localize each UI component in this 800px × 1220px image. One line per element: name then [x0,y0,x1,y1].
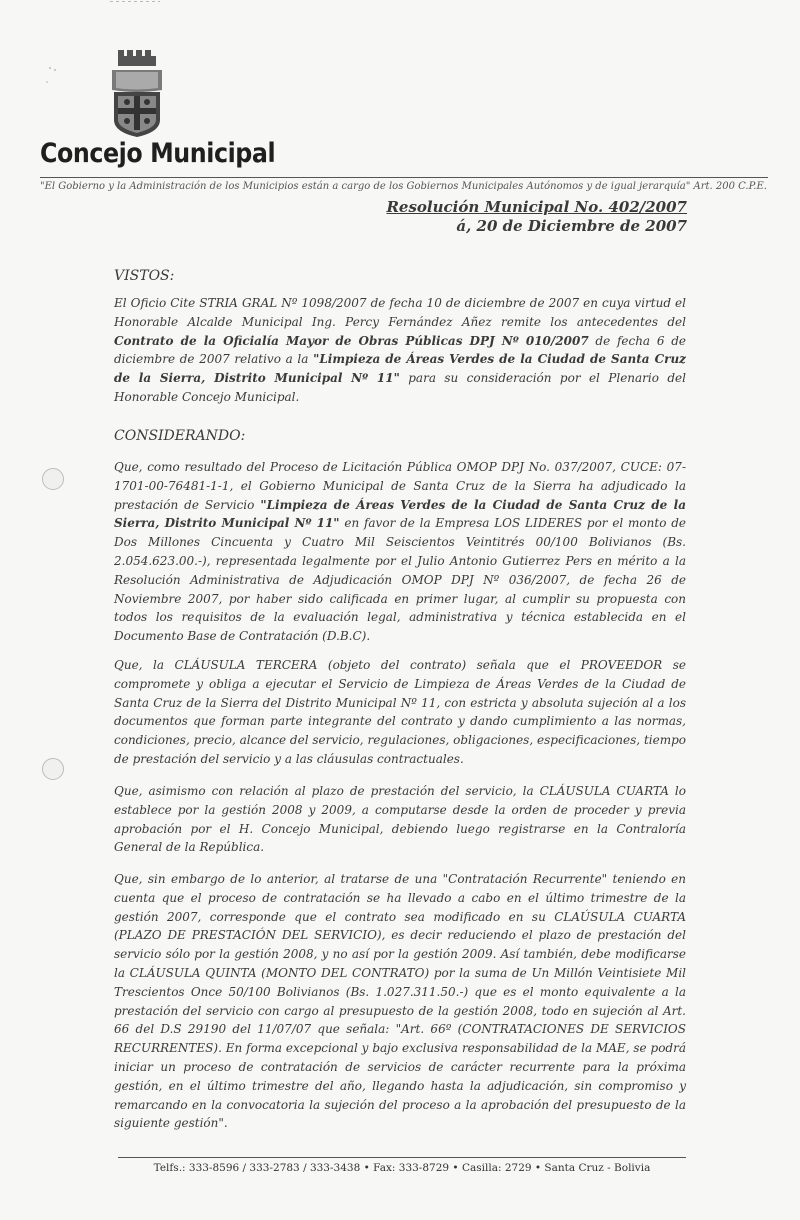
punch-hole [42,468,64,490]
resolution-number: Resolución Municipal No. 402/2007 [386,198,687,216]
considerando-paragraph-3: Que, asimismo con relación al plazo de prestación del servicio, la CLÁUSULA CUARTA lo establece por la gestión 2008 y 2009, a computarse desde la orden de proceder y previa aprobación por el H. Concejo Municipal, debiendo luego registrarse en la Contraloría General de la República. [114,784,686,855]
organization-name: Concejo Municipal [40,138,276,169]
footer-rule [118,1157,686,1158]
resolution-date: á, 20 de Diciembre de 2007 [456,217,687,235]
coat-of-arms-icon [108,50,166,138]
footer-contact: Telfs.: 333-8596 / 333-2783 / 333-3438 • Fax: 333-8729 • Casilla: 2729 • Santa Cruz - Bolivia [153,1162,651,1174]
scan-artifact [30,60,70,90]
considerando-paragraph-2: Que, la CLÁUSULA TERCERA (objeto del contrato) señala que el PROVEEDOR se compromete y obliga a ejecutar el Servicio de Limpieza de Áreas Verdes de la Ciudad de Santa Cruz de la Sierra del Distrito Municipal Nº 11, con estricta y absoluta sujeción al a los documentos que forman parte integrante del contrato y dando cumplimiento a las normas, condiciones, precio, alcance del servicio, regulaciones, obligaciones, especificaciones, tiempo de prestación del servicio y a las cláusulas contractuales. [114,658,686,766]
considerando-paragraph-1: Que, como resultado del Proceso de Licitación Pública OMOP DPJ No. 037/2007, CUCE: 07-1701-00-76481-1-1, el Gobierno Municipal de Santa Cruz de la Sierra ha adjudicado la prestación de Servicio "Limpieza de Áreas Verdes de la Ciudad de Santa Cruz de la Sierra, Distrito Municipal Nº 11" en favor de la Empresa LOS LIDERES por el monto de Dos Millones Cincuenta y Cuatro Mil Seiscientos Veintitrés 00/100 Bolivianos (Bs. 2.054.623.00.-), representada legalmente por el Julio Antonio Gutierrez Pers en mérito a la Resolución Administrativa de Adjudicación OMOP DPJ Nº 036/2007, de fecha 26 de Noviembre 2007, por haber sido calificada en primer lugar, al cumplir su propuesta con todos los requisitos de la evaluación legal, administrativa y técnica establecida en el Documento Base de Contratación (D.B.C). [114,460,687,644]
scan-mark [110,0,160,3]
considerando-paragraph-4: Que, sin embargo de lo anterior, al tratarse de una "Contratación Recurrente" teniendo en cuenta que el proceso de contratación se ha llevado a cabo en el último trimestre de la gestión 2007, corresponde que el contrato sea modificado en su CLAÚSULA CUARTA (PLAZO DE PRESTACIÓN DEL SERVICIO), es decir reduciendo el plazo de prestación del servicio sólo por la gestión 2008, y no así por la gestión 2009. Así también, debe modificarse la CLÁUSULA QUINTA (MONTO DEL CONTRATO) por la suma de Un Millón Veintisiete Mil Trescientos Once 50/100 Bolivianos (Bs. 1.027.311.50.-) que es el monto equivalente a la prestación del servicio con cargo al presupuesto de la gestión 2008, todo en sujeción al Art. 66 del D.S 29190 del 11/07/07 que señala: "Art. 66º (CONTRATACIONES DE SERVICIOS RECURRENTES). En forma excepcional y bajo exclusiva responsabilidad de la MAE, se podrá iniciar un proceso de contratación de servicios de carácter recurrente para la próxima gestión, en el último trimestre del año, llegando hasta la adjudicación, sin compromiso y remarcando en la convocatoria la sujeción del proceso a la aprobación del presupuesto de la siguiente gestión". [114,872,686,1131]
header-rule [40,177,768,178]
vistos-paragraph: El Oficio Cite STRIA GRAL Nº 1098/2007 de fecha 10 de diciembre de 2007 en cuya virtud el Honorable Alcalde Municipal Ing. Percy Fernández Añez remite los antecedentes del Contrato de la Oficialía Mayor de Obras Públicas DPJ Nº 010/2007 de fecha 6 de diciembre de 2007 relativo a la "Limpieza de Áreas Verdes de la Ciudad de Santa Cruz de la Sierra, Distrito Municipal Nº 11" para su consideración por el Plenario del Honorable Concejo Municipal. [114,296,686,404]
considerando-heading: CONSIDERANDO: [114,428,246,444]
vistos-heading: VISTOS: [114,268,175,284]
punch-hole [42,758,64,780]
header-motto: "El Gobierno y la Administración de los Municipios están a cargo de los Gobiernos Municipales Autónomos y de igual jerarquía" Art. 200 C.P.E. [40,181,767,192]
